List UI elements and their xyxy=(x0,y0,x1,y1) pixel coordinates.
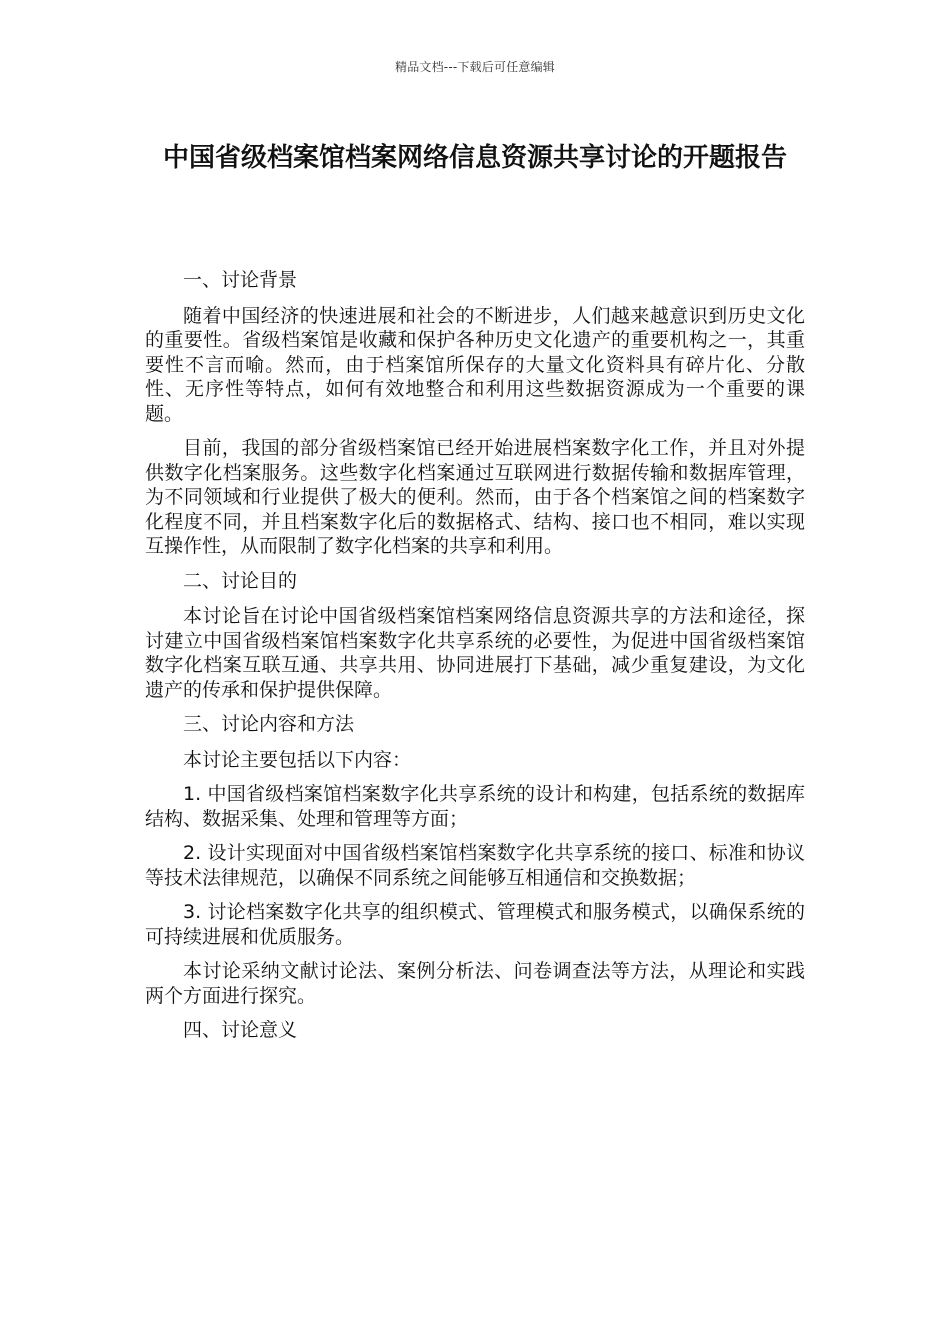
paragraph: 本讨论旨在讨论中国省级档案馆档案网络信息资源共享的方法和途径，探讨建立中国省级档案馆档案数字化共享系统的必要性，为促进中国省级档案馆数字化档案互联互通、共享共用、协同进展打下基础，减少重复建设，为文化遗产的传承和保护提供保障。 xyxy=(145,605,805,701)
document-body xyxy=(145,268,805,1054)
paragraph: 目前，我国的部分省级档案馆已经开始进展档案数字化工作，并且对外提供数字化档案服务。这些数字化档案通过互联网进行数据传输和数据库管理，为不同领域和行业提供了极大的便利。然而，由于各个档案馆之间的档案数字化程度不同，并且档案数字化后的数据格式、结构、接口也不相同，难以实现互操作性，从而限制了数字化档案的共享和利用。 xyxy=(145,437,805,557)
section-heading-significance: 四、讨论意义 xyxy=(183,1019,298,1041)
section-heading-background: 一、讨论背景 xyxy=(183,269,298,291)
list-item: 2. 设计实现面对中国省级档案馆档案数字化共享系统的接口、标准和协议等技术法律规范，以确保不同系统之间能够互相通信和交换数据； xyxy=(145,842,805,889)
document-title: 中国省级档案馆档案网络信息资源共享讨论的开题报告 xyxy=(162,143,787,173)
paragraph: 本讨论采纳文献讨论法、案例分析法、问卷调查法等方法，从理论和实践两个方面进行探究。 xyxy=(145,960,805,1007)
list-item: 1. 中国省级档案馆档案数字化共享系统的设计和构建，包括系统的数据库结构、数据采集、处理和管理等方面； xyxy=(145,783,805,830)
list-item: 3. 讨论档案数字化共享的组织模式、管理模式和服务模式，以确保系统的可持续进展和优质服务。 xyxy=(145,901,805,948)
section-heading-purpose: 二、讨论目的 xyxy=(183,569,298,592)
paragraph: 本讨论主要包括以下内容： xyxy=(183,748,412,771)
section-heading-content-methods: 三、讨论内容和方法 xyxy=(183,713,355,735)
header-note: 精品文档---下载后可任意编辑 xyxy=(395,60,555,74)
paragraph: 随着中国经济的快速进展和社会的不断进步，人们越来越意识到历史文化的重要性。省级档案馆是收藏和保护各种历史文化遗产的重要机构之一，其重要性不言而喻。然而，由于档案馆所保存的大量文化资料具有碎片化、分散性、无序性等特点，如何有效地整合和利用这些数据资源成为一个重要的课题。 xyxy=(145,304,805,425)
